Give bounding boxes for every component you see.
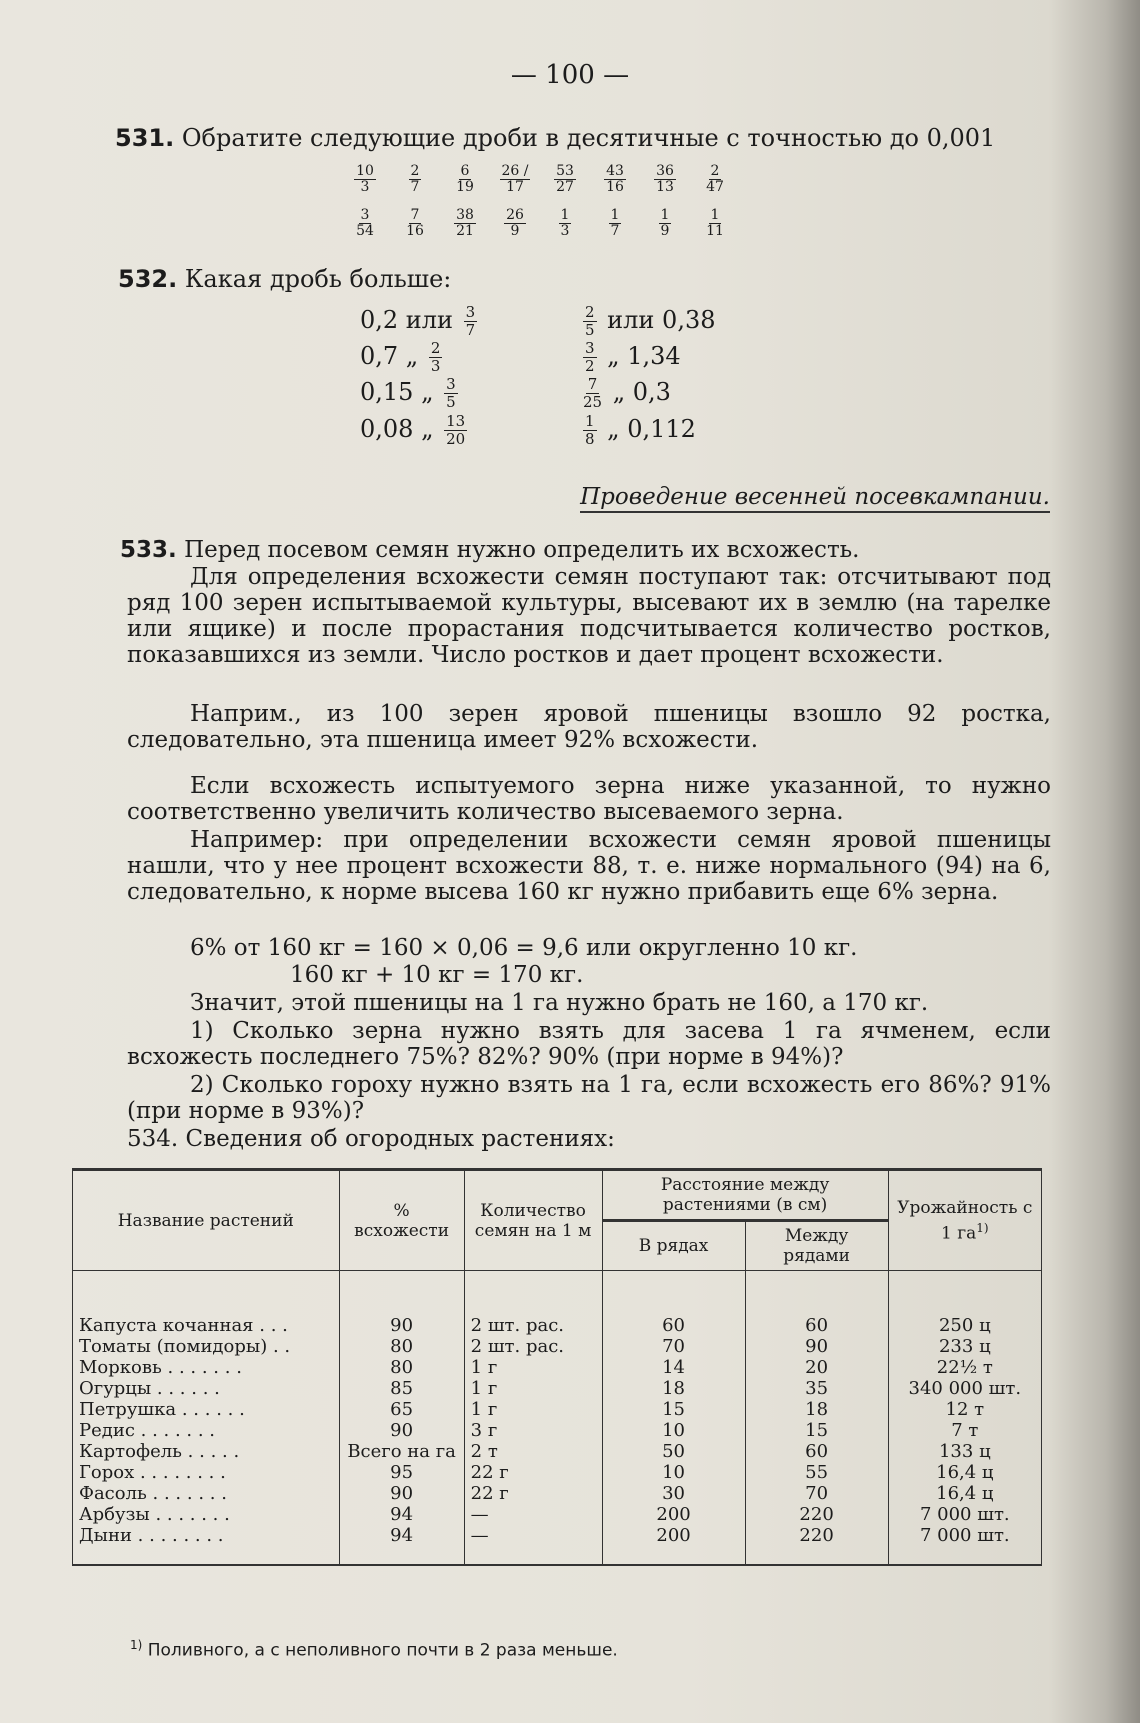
cell-in-rows: 50 <box>602 1441 745 1462</box>
table-row <box>73 1378 1042 1399</box>
fraction-cell <box>590 164 640 195</box>
cell-seeds: 1 г <box>464 1357 602 1378</box>
cell-between-rows: 20 <box>745 1357 888 1378</box>
fraction-cell <box>440 164 490 195</box>
problem-531-title <box>115 124 995 152</box>
problem-531-number: 531. <box>115 124 175 152</box>
table-row <box>73 1441 1042 1462</box>
fraction-cell <box>440 208 490 239</box>
paragraph-5: Значит, этой пшеницы на 1 га нужно брать не 160, а 170 кг. <box>190 990 929 1016</box>
cell-seeds: 22 г <box>464 1483 602 1504</box>
cell-yield: 133 ц <box>888 1441 1041 1462</box>
fraction: $\frac{1}{11}$ <box>706 207 724 239</box>
cell-in-rows: 60 <box>602 1271 745 1337</box>
fraction-cell <box>340 208 390 239</box>
fraction-cell <box>590 208 640 239</box>
cell-seeds: 2 шт. рас. <box>464 1336 602 1357</box>
cell-germination: 90 <box>339 1271 464 1337</box>
cell-between-rows: 18 <box>745 1399 888 1420</box>
cell-germination: 90 <box>339 1420 464 1441</box>
cell-seeds: 3 г <box>464 1420 602 1441</box>
comparison-right-item: $\frac{1}{8}$ „ 0,112 <box>585 412 696 448</box>
paragraph-2: Наприм., из 100 зерен яровой пшеницы взошло 92 ростка, следовательно, эта пшеница имеет 92% всхожести. <box>127 701 1051 753</box>
fraction-cell <box>540 164 590 195</box>
comparison-left-item: 0,7 „ $\frac{2}{3}$ <box>360 339 441 375</box>
problem-531-text: Обратите следующие дроби в десятичные с точностью до 0,001 <box>181 124 996 152</box>
header-seeds: Количество семян на 1 м <box>464 1170 602 1271</box>
cell-yield: 7 000 шт. <box>888 1504 1041 1525</box>
cell-germination: 94 <box>339 1504 464 1525</box>
cell-germination: 80 <box>339 1357 464 1378</box>
cell-germination: 80 <box>339 1336 464 1357</box>
cell-seeds: 2 т <box>464 1441 602 1462</box>
vegetables-table <box>72 1168 1042 1566</box>
cell-in-rows: 15 <box>602 1399 745 1420</box>
fraction: $\frac{1}{7}$ <box>610 207 620 239</box>
cell-between-rows: 60 <box>745 1441 888 1462</box>
header-between-rows: Между рядами <box>745 1221 888 1271</box>
cell-name: Фасоль . . . . . . . <box>73 1483 340 1504</box>
comparison-right-item: $\frac{2}{5}$ или 0,38 <box>585 303 716 339</box>
cell-name: Томаты (помидоры) . . <box>73 1336 340 1357</box>
cell-germination: 85 <box>339 1378 464 1399</box>
fraction: $\frac{2}{5}$ <box>585 303 595 339</box>
cell-between-rows: 90 <box>745 1336 888 1357</box>
fraction: $\frac{26 /}{17}$ <box>501 163 529 195</box>
problem-532-title <box>118 265 451 293</box>
fraction: $\frac{43}{16}$ <box>606 163 624 195</box>
comparison-left-item: 0,15 „ $\frac{3}{5}$ <box>360 375 456 411</box>
cell-yield: 16,4 ц <box>888 1483 1041 1504</box>
fraction-cell <box>390 164 440 195</box>
cell-name: Редис . . . . . . . <box>73 1420 340 1441</box>
cell-seeds: 1 г <box>464 1378 602 1399</box>
paragraph-3: Если всхожесть испытуемого зерна ниже указанной, то нужно соответственно увеличить количество высеваемого зерна. <box>127 773 1051 825</box>
cell-name: Дыни . . . . . . . . <box>73 1525 340 1565</box>
cell-germination: 95 <box>339 1462 464 1483</box>
cell-germination: Всего на га <box>339 1441 464 1462</box>
cell-yield: 340 000 шт. <box>888 1378 1041 1399</box>
cell-name: Картофель . . . . . <box>73 1441 340 1462</box>
cell-germination: 65 <box>339 1399 464 1420</box>
cell-germination: 94 <box>339 1525 464 1565</box>
header-distance: Расстояние между растениями (в см) <box>602 1170 888 1221</box>
header-in-rows: В рядах <box>602 1221 745 1271</box>
fraction: $\frac{2}{47}$ <box>706 163 724 195</box>
fraction: $\frac{3}{54}$ <box>356 207 374 239</box>
cell-between-rows: 60 <box>745 1271 888 1337</box>
cell-between-rows: 15 <box>745 1420 888 1441</box>
cell-in-rows: 30 <box>602 1483 745 1504</box>
question-2: 2) Сколько гороху нужно взять на 1 га, если всхожесть его 86%? 91% (при норме в 93%)? <box>127 1072 1051 1124</box>
table-row <box>73 1525 1042 1565</box>
problem-533-title-text: Перед посевом семян нужно определить их всхожесть. <box>184 537 860 563</box>
cell-name: Горох . . . . . . . . <box>73 1462 340 1483</box>
fraction: $\frac{53}{27}$ <box>556 163 574 195</box>
yield-footnote-mark: 1) <box>976 1220 989 1235</box>
fraction: $\frac{1}{8}$ <box>585 412 595 448</box>
section-heading: Проведение весенней посевкампании. <box>580 484 1050 513</box>
problem-534-number: 534. <box>127 1126 179 1152</box>
problem-533-number: 533. <box>120 537 177 563</box>
fraction: $\frac{26}{9}$ <box>506 207 524 239</box>
page-number: — 100 — <box>510 60 630 90</box>
problem-534-title <box>127 1126 615 1152</box>
table-row <box>73 1420 1042 1441</box>
cell-between-rows: 35 <box>745 1378 888 1399</box>
fractions-row-2 <box>340 208 740 239</box>
cell-seeds: 1 г <box>464 1399 602 1420</box>
problem-533-title <box>120 537 860 563</box>
cell-name: Арбузы . . . . . . . <box>73 1504 340 1525</box>
fraction: $\frac{3}{7}$ <box>465 303 476 339</box>
cell-between-rows: 70 <box>745 1483 888 1504</box>
cell-yield: 12 т <box>888 1399 1041 1420</box>
fraction: $\frac{2}{3}$ <box>430 339 441 375</box>
cell-name: Морковь . . . . . . . <box>73 1357 340 1378</box>
problem-532-number: 532. <box>118 265 178 293</box>
fraction: $\frac{7}{16}$ <box>406 207 424 239</box>
cell-seeds: — <box>464 1525 602 1565</box>
cell-in-rows: 200 <box>602 1525 745 1565</box>
cell-seeds: 22 г <box>464 1462 602 1483</box>
fractions-row-1 <box>340 164 740 195</box>
fraction: $\frac{3}{2}$ <box>585 339 595 375</box>
cell-in-rows: 14 <box>602 1357 745 1378</box>
fraction: $\frac{3}{5}$ <box>446 375 456 411</box>
fraction-cell <box>690 208 740 239</box>
table-row <box>73 1483 1042 1504</box>
cell-yield: 22½ т <box>888 1357 1041 1378</box>
cell-name: Огурцы . . . . . . <box>73 1378 340 1399</box>
cell-between-rows: 55 <box>745 1462 888 1483</box>
question-1: 1) Сколько зерна нужно взять для засева 1 га ячменем, если всхожесть последнего 75%? 82%? 90% (при норме в 94%)? <box>127 1018 1051 1070</box>
table-row <box>73 1357 1042 1378</box>
cell-name: Петрушка . . . . . . <box>73 1399 340 1420</box>
fraction-cell <box>490 208 540 239</box>
cell-in-rows: 10 <box>602 1462 745 1483</box>
comparison-right-item: $\frac{7}{25}$ „ 0,3 <box>583 375 671 411</box>
fraction-cell <box>540 208 590 239</box>
fraction: $\frac{1}{3}$ <box>560 207 570 239</box>
cell-yield: 250 ц <box>888 1271 1041 1337</box>
table-row <box>73 1462 1042 1483</box>
formula-1: 6% от 160 кг = 160 × 0,06 = 9,6 или округленно 10 кг. <box>190 935 858 961</box>
fraction: $\frac{36}{13}$ <box>656 163 674 195</box>
fraction: $\frac{7}{25}$ <box>583 375 603 411</box>
comparison-left-item: 0,08 „ $\frac{13}{20}$ <box>360 412 466 448</box>
fraction: $\frac{2}{7}$ <box>410 163 420 195</box>
fraction-cell <box>690 164 740 195</box>
cell-yield: 7 000 шт. <box>888 1525 1041 1565</box>
cell-germination: 90 <box>339 1483 464 1504</box>
fraction-cell <box>490 164 540 195</box>
problem-532-text: Какая дробь больше: <box>184 265 452 293</box>
footnote: $^{1)}$ Поливного, а с неполивного почти в 2 раза меньше. <box>130 1638 618 1661</box>
cell-between-rows: 220 <box>745 1525 888 1565</box>
fraction: $\frac{1}{9}$ <box>660 207 670 239</box>
cell-name: Капуста кочанная . . . <box>73 1271 340 1337</box>
comparison-left-item: 0,2 или $\frac{3}{7}$ <box>360 303 476 339</box>
cell-in-rows: 18 <box>602 1378 745 1399</box>
cell-seeds: — <box>464 1504 602 1525</box>
formula-2: 160 кг + 10 кг = 170 кг. <box>290 962 584 988</box>
table-row <box>73 1399 1042 1420</box>
fraction: $\frac{6}{19}$ <box>456 163 474 195</box>
cell-between-rows: 220 <box>745 1504 888 1525</box>
fraction-cell <box>390 208 440 239</box>
comparison-right-item: $\frac{3}{2}$ „ 1,34 <box>585 339 681 375</box>
fraction: $\frac{10}{3}$ <box>356 163 374 195</box>
fraction-cell <box>640 208 690 239</box>
fraction-cell <box>340 164 390 195</box>
paragraph-1: Для определения всхожести семян поступают так: отсчитывают под ряд 100 зерен испытываемой культуры, высевают их в землю (на тарелке или ящике) и после прорастания подсчитывается количество ростков, показавшихся из земли. Число ростков и дает процент всхожести. <box>127 564 1051 668</box>
paragraph-4: Например: при определении всхожести семян яровой пшеницы нашли, что у нее процент всхожести 88, т. е. ниже нормального (94) на 6, следовательно, к норме высева 160 кг нужно прибавить еще 6% зерна. <box>127 827 1051 905</box>
header-yield: Урожайность с 1 $га^{1)}$ <box>888 1170 1041 1271</box>
cell-yield: 233 ц <box>888 1336 1041 1357</box>
table-row <box>73 1504 1042 1525</box>
cell-yield: 7 т <box>888 1420 1041 1441</box>
fraction: $\frac{13}{20}$ <box>446 412 466 448</box>
header-germination: % всхожести <box>339 1170 464 1271</box>
cell-seeds: 2 шт. рас. <box>464 1271 602 1337</box>
header-name: Название растений <box>73 1170 340 1271</box>
table-row <box>73 1336 1042 1357</box>
problem-534-title-text: Сведения об огородных растениях: <box>185 1126 615 1152</box>
cell-yield: 16,4 ц <box>888 1462 1041 1483</box>
fraction-cell <box>640 164 690 195</box>
cell-in-rows: 200 <box>602 1504 745 1525</box>
fraction: $\frac{38}{21}$ <box>456 207 474 239</box>
cell-in-rows: 10 <box>602 1420 745 1441</box>
cell-in-rows: 70 <box>602 1336 745 1357</box>
table-row <box>73 1271 1042 1337</box>
